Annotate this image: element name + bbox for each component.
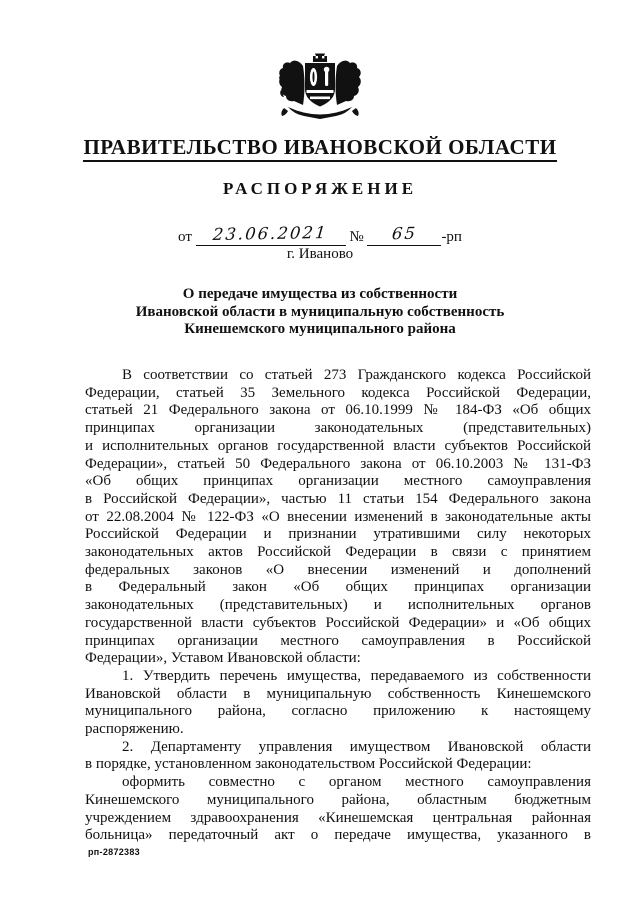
body-line: учреждением здравоохранения «Кинешемская центральная районная	[85, 809, 591, 826]
body-line: Ивановской области в муниципальную собственность Кинешемского	[85, 685, 591, 702]
body-line: 1. Утвердить перечень имущества, передаваемого из собственности	[122, 667, 591, 684]
paragraph	[85, 739, 591, 774]
body-line: принципах организации местного самоуправления в Российской	[85, 632, 591, 649]
date-number-row	[0, 224, 640, 246]
body-line: и исполнительных органов государственной власти субъектов Российской	[85, 437, 591, 454]
body-line: муниципального района, согласно приложению к настоящему	[85, 703, 591, 720]
handwritten-number: 65	[391, 223, 418, 244]
body-line: статьей 21 Федерального закона от 06.10.1999 № 184-ФЗ «Об общих	[85, 402, 591, 419]
body-line: В соответствии со статьей 273 Гражданского кодекса Российской	[122, 367, 591, 383]
body-line: распоряжению.	[85, 721, 184, 738]
ivanovo-coat-of-arms-icon	[268, 50, 372, 126]
handwritten-date: 23.06.2021	[212, 223, 329, 244]
body-line: Российской Федерации и признании утратившими силу некоторых	[85, 526, 591, 543]
body-line: Кинешемского муниципального района, областным бюджетным	[85, 791, 591, 808]
body-line: «Об общих принципах организации местного самоуправления	[85, 473, 591, 490]
registration-code: рп-2872383	[88, 847, 140, 857]
subject-line: Ивановской области в муниципальную собственность	[135, 303, 505, 320]
body-line: законодательных актов Российской Федерации в связи с принятием	[85, 544, 591, 561]
body-line: в Российской Федерации», частью 11 статьи 154 Федерального закона	[85, 490, 591, 507]
number-field	[367, 224, 441, 246]
body-line: принципах организации законодательных (представительных)	[85, 420, 591, 437]
number-suffix-label: -рп	[441, 229, 462, 245]
document-subject	[0, 286, 640, 339]
subject-line: Кинешемского муниципального района	[184, 321, 456, 338]
body-line: от 22.08.2004 № 122-ФЗ «О внесении изменений в законодательные акты	[85, 508, 591, 525]
body-line: оформить совместно с органом местного самоуправления	[122, 774, 591, 791]
body-line: Федерации, статьей 35 Земельного кодекса Российской Федерации,	[85, 384, 591, 401]
paragraph	[85, 668, 591, 739]
date-field	[196, 224, 346, 246]
document-type-heading: РАСПОРЯЖЕНИЕ	[222, 179, 418, 198]
body-line: 2. Департаменту управления имуществом Ивановской области	[122, 738, 591, 755]
page-title-text: ПРАВИТЕЛЬСТВО ИВАНОВСКОЙ ОБЛАСТИ	[83, 135, 556, 162]
city-label: г. Иваново	[286, 246, 354, 262]
number-sign-label: №	[349, 229, 364, 245]
paragraph	[85, 774, 591, 845]
body-line: в порядке, установленном законодательством Российской Федерации:	[85, 756, 532, 773]
body-line: больница» передаточный акт о передаче имущества, указанного в	[85, 827, 591, 844]
paragraph	[85, 367, 591, 668]
body-line: государственной власти субъектов Российской Федерации» и «Об общих	[85, 614, 591, 631]
document-body	[85, 367, 591, 845]
body-line: Федерации», Уставом Ивановской области:	[85, 650, 361, 667]
page-title	[0, 135, 640, 160]
body-line: в Федеральный закон «Об общих принципах организации	[85, 579, 591, 596]
body-line: федеральных законов «О внесении изменений и дополнений	[85, 561, 591, 578]
body-line: Федерации», статьей 50 Федерального закона от 06.10.2003 № 131-ФЗ	[85, 455, 591, 472]
body-line: законодательных (представительных) и исполнительных органов	[85, 597, 591, 614]
subject-line: О передаче имущества из собственности	[182, 286, 458, 302]
date-prefix-label: от	[178, 229, 192, 245]
